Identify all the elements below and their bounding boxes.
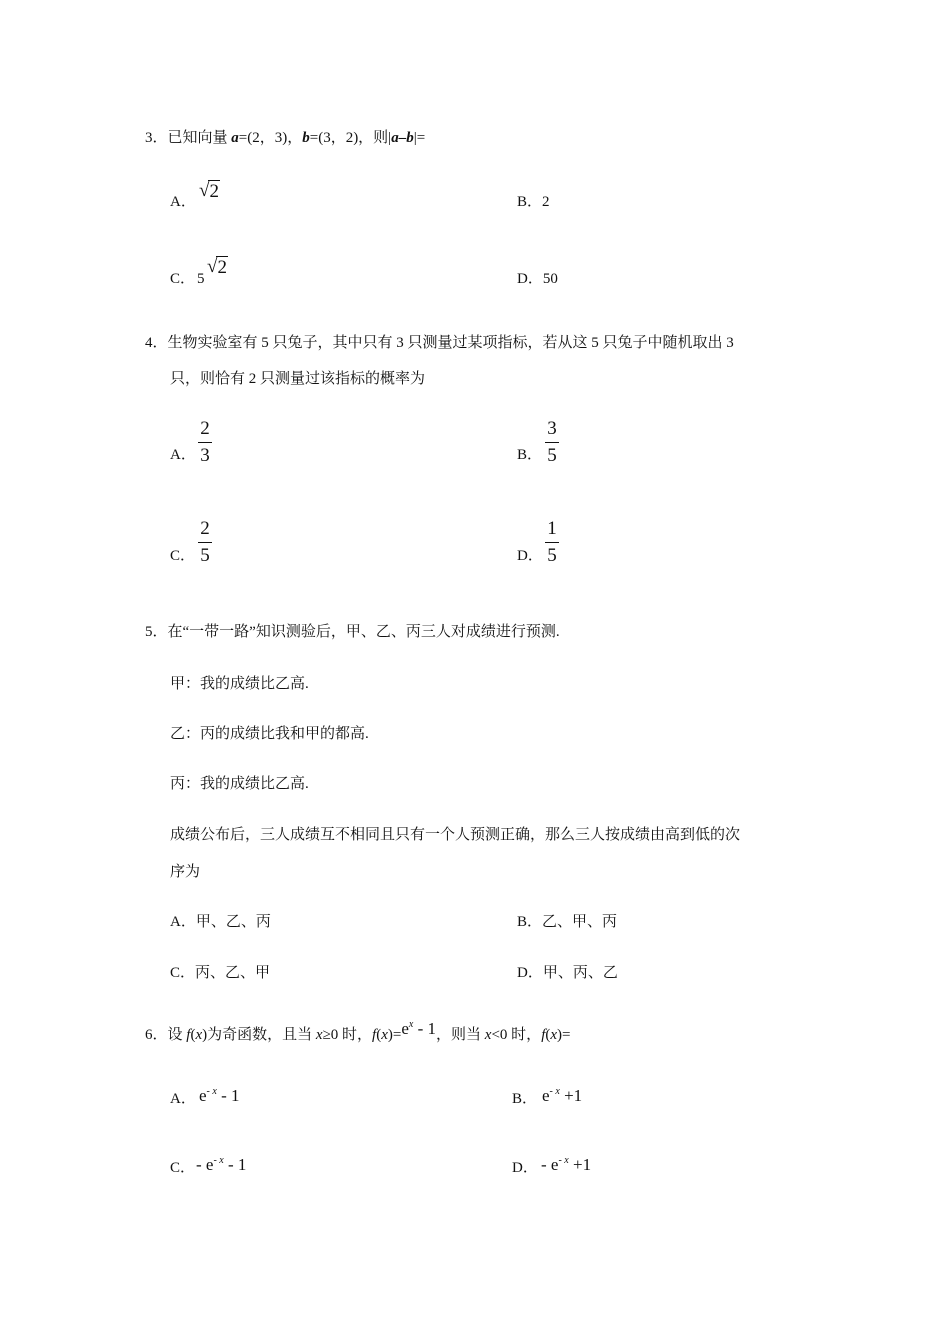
q4-option-b-fraction: 3 5 [545,418,559,467]
q3-option-c-coef: 5 [197,271,205,287]
q4-option-a-fraction: 2 3 [198,418,212,467]
q5-tail-line2: 序为 [170,864,201,880]
q6-option-d-expr: - $e^{- x} +1$ [541,1155,592,1174]
q4-option-d-fraction: 1 5 [545,518,559,567]
q4-option-c-label: C． [170,548,196,564]
q3-option-c-sqrt: √2 [207,256,227,278]
q5-tail-line1: 成绩公布后，三人成绩互不相同且只有一个人预测正确，那么三人按成绩由高到低的次 [170,827,741,843]
q6-option-a-label: A． [170,1091,196,1107]
q4-option-a-label: A． [170,447,196,463]
q6-exp-expression: $e^x - 1$ [401,1019,437,1038]
q5-statement-yi: 乙：丙的成绩比我和甲的都高. [170,726,369,742]
q4-option-d-label: D． [517,548,543,564]
q4-option-b-label: B． [517,447,543,463]
q3-stem: 3．已知向量 a=(2，3)，b=(3，2)，则|a–b|= [145,130,426,146]
q5-statement-jia: 甲：我的成绩比乙高. [170,676,309,692]
q5-stem: 5．在“一带一路”知识测验后，甲、乙、丙三人对成绩进行预测. [145,624,560,640]
q6-option-d-label: D． [512,1160,538,1176]
q4-option-c-fraction: 2 5 [198,518,212,567]
q5-option-a: A．甲、乙、丙 [170,914,271,930]
q3-option-c-label: C． [170,271,196,287]
q6-option-c-expr: - $e^{- x} - 1$ [196,1155,247,1174]
q5-number: 5． [145,624,168,640]
q3-option-a-sqrt: √2 [199,180,219,202]
q5-option-c: C．丙、乙、甲 [170,965,271,981]
q3-option-a-label: A． [170,194,196,210]
q5-option-b: B．乙、甲、丙 [517,914,618,930]
q6-option-b-label: B． [512,1091,538,1107]
q4-number: 4． [145,335,168,351]
q3-option-d: D．50 [517,271,558,287]
q4-stem-line2: 只，则恰有 2 只测量过该指标的概率为 [170,371,426,387]
q3-option-b: B．2 [517,194,550,210]
q4-stem-line1: 4．生物实验室有 5 只兔子，其中只有 3 只测量过某项指标，若从这 5 只兔子中随机取出 3 [145,335,734,351]
q6-option-b-expr: $e^{- x} +1$ [542,1086,583,1105]
q3-number: 3． [145,130,168,146]
q6-stem: 6．设 f(x)为奇函数，且当 x≥0 时，$f(x)=e^x - 1$，则当 x<0 时，f(x)= [145,1019,571,1043]
q6-option-c-label: C． [170,1160,196,1176]
q5-statement-bing: 丙：我的成绩比乙高. [170,776,309,792]
q6-option-a-expr: $e^{- x} - 1$ [199,1086,240,1105]
q6-number: 6． [145,1027,168,1043]
q5-option-d: D．甲、丙、乙 [517,965,618,981]
